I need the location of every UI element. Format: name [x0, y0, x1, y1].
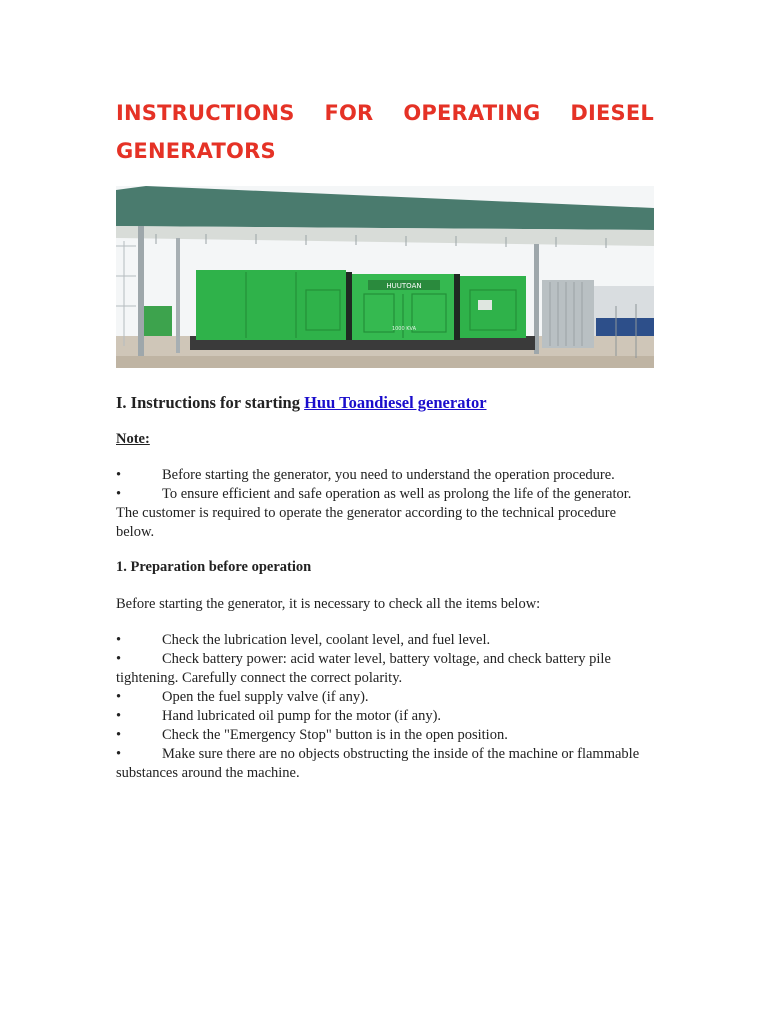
generator-link[interactable]: Huu Toandiesel generator [304, 393, 487, 412]
list-item [116, 650, 654, 688]
bullet-icon: • [116, 632, 122, 648]
bullet-icon: • [116, 651, 122, 667]
section-heading-text: I. Instructions for starting [116, 393, 305, 412]
list-item-text: Check the "Emergency Stop" button is in the open position. [162, 727, 508, 743]
list-item-text: Check the lubrication level, coolant level, and fuel level. [162, 632, 491, 648]
bullet-icon: • [116, 689, 122, 705]
list-item [116, 466, 654, 485]
preparation-heading: 1. Preparation before operation [116, 559, 312, 575]
bullet-icon: • [116, 467, 122, 483]
list-item-text: Check battery power: acid water level, battery voltage, and check battery pile tightening. Carefully connect the correct polarity. [116, 651, 611, 686]
note-bullet-list [116, 466, 654, 542]
section-heading [116, 393, 487, 413]
list-item-text: Open the fuel supply valve (if any). [162, 689, 369, 705]
preparation-bullet-list [116, 631, 654, 783]
list-item-text: Before starting the generator, you need to understand the operation procedure. [162, 467, 615, 483]
bullet-icon: • [116, 486, 122, 502]
generator-rating-label: 1000 KVA [391, 326, 417, 332]
bullet-icon: • [116, 727, 122, 743]
generator-brand-label: HUUTOAN [386, 282, 422, 290]
preparation-intro: Before starting the generator, it is necessary to check all the items below: [116, 596, 541, 612]
list-item [116, 707, 654, 726]
list-item [116, 745, 654, 783]
page-title: INSTRUCTIONS FOR OPERATING DIESEL GENERATORS [116, 101, 654, 163]
list-item [116, 631, 654, 650]
note-label: Note: [116, 431, 150, 447]
list-item [116, 726, 654, 745]
list-item [116, 688, 654, 707]
list-item-text: Hand lubricated oil pump for the motor (if any). [162, 708, 442, 724]
list-item-text: To ensure efficient and safe operation as well as prolong the life of the generator. The customer is required to operate the generator according to the technical procedure below. [116, 486, 632, 540]
generator-photo [116, 186, 654, 368]
bullet-icon: • [116, 746, 122, 762]
list-item [116, 485, 654, 542]
bullet-icon: • [116, 708, 122, 724]
list-item-text: Make sure there are no objects obstructing the inside of the machine or flammable substances around the machine. [116, 746, 640, 781]
